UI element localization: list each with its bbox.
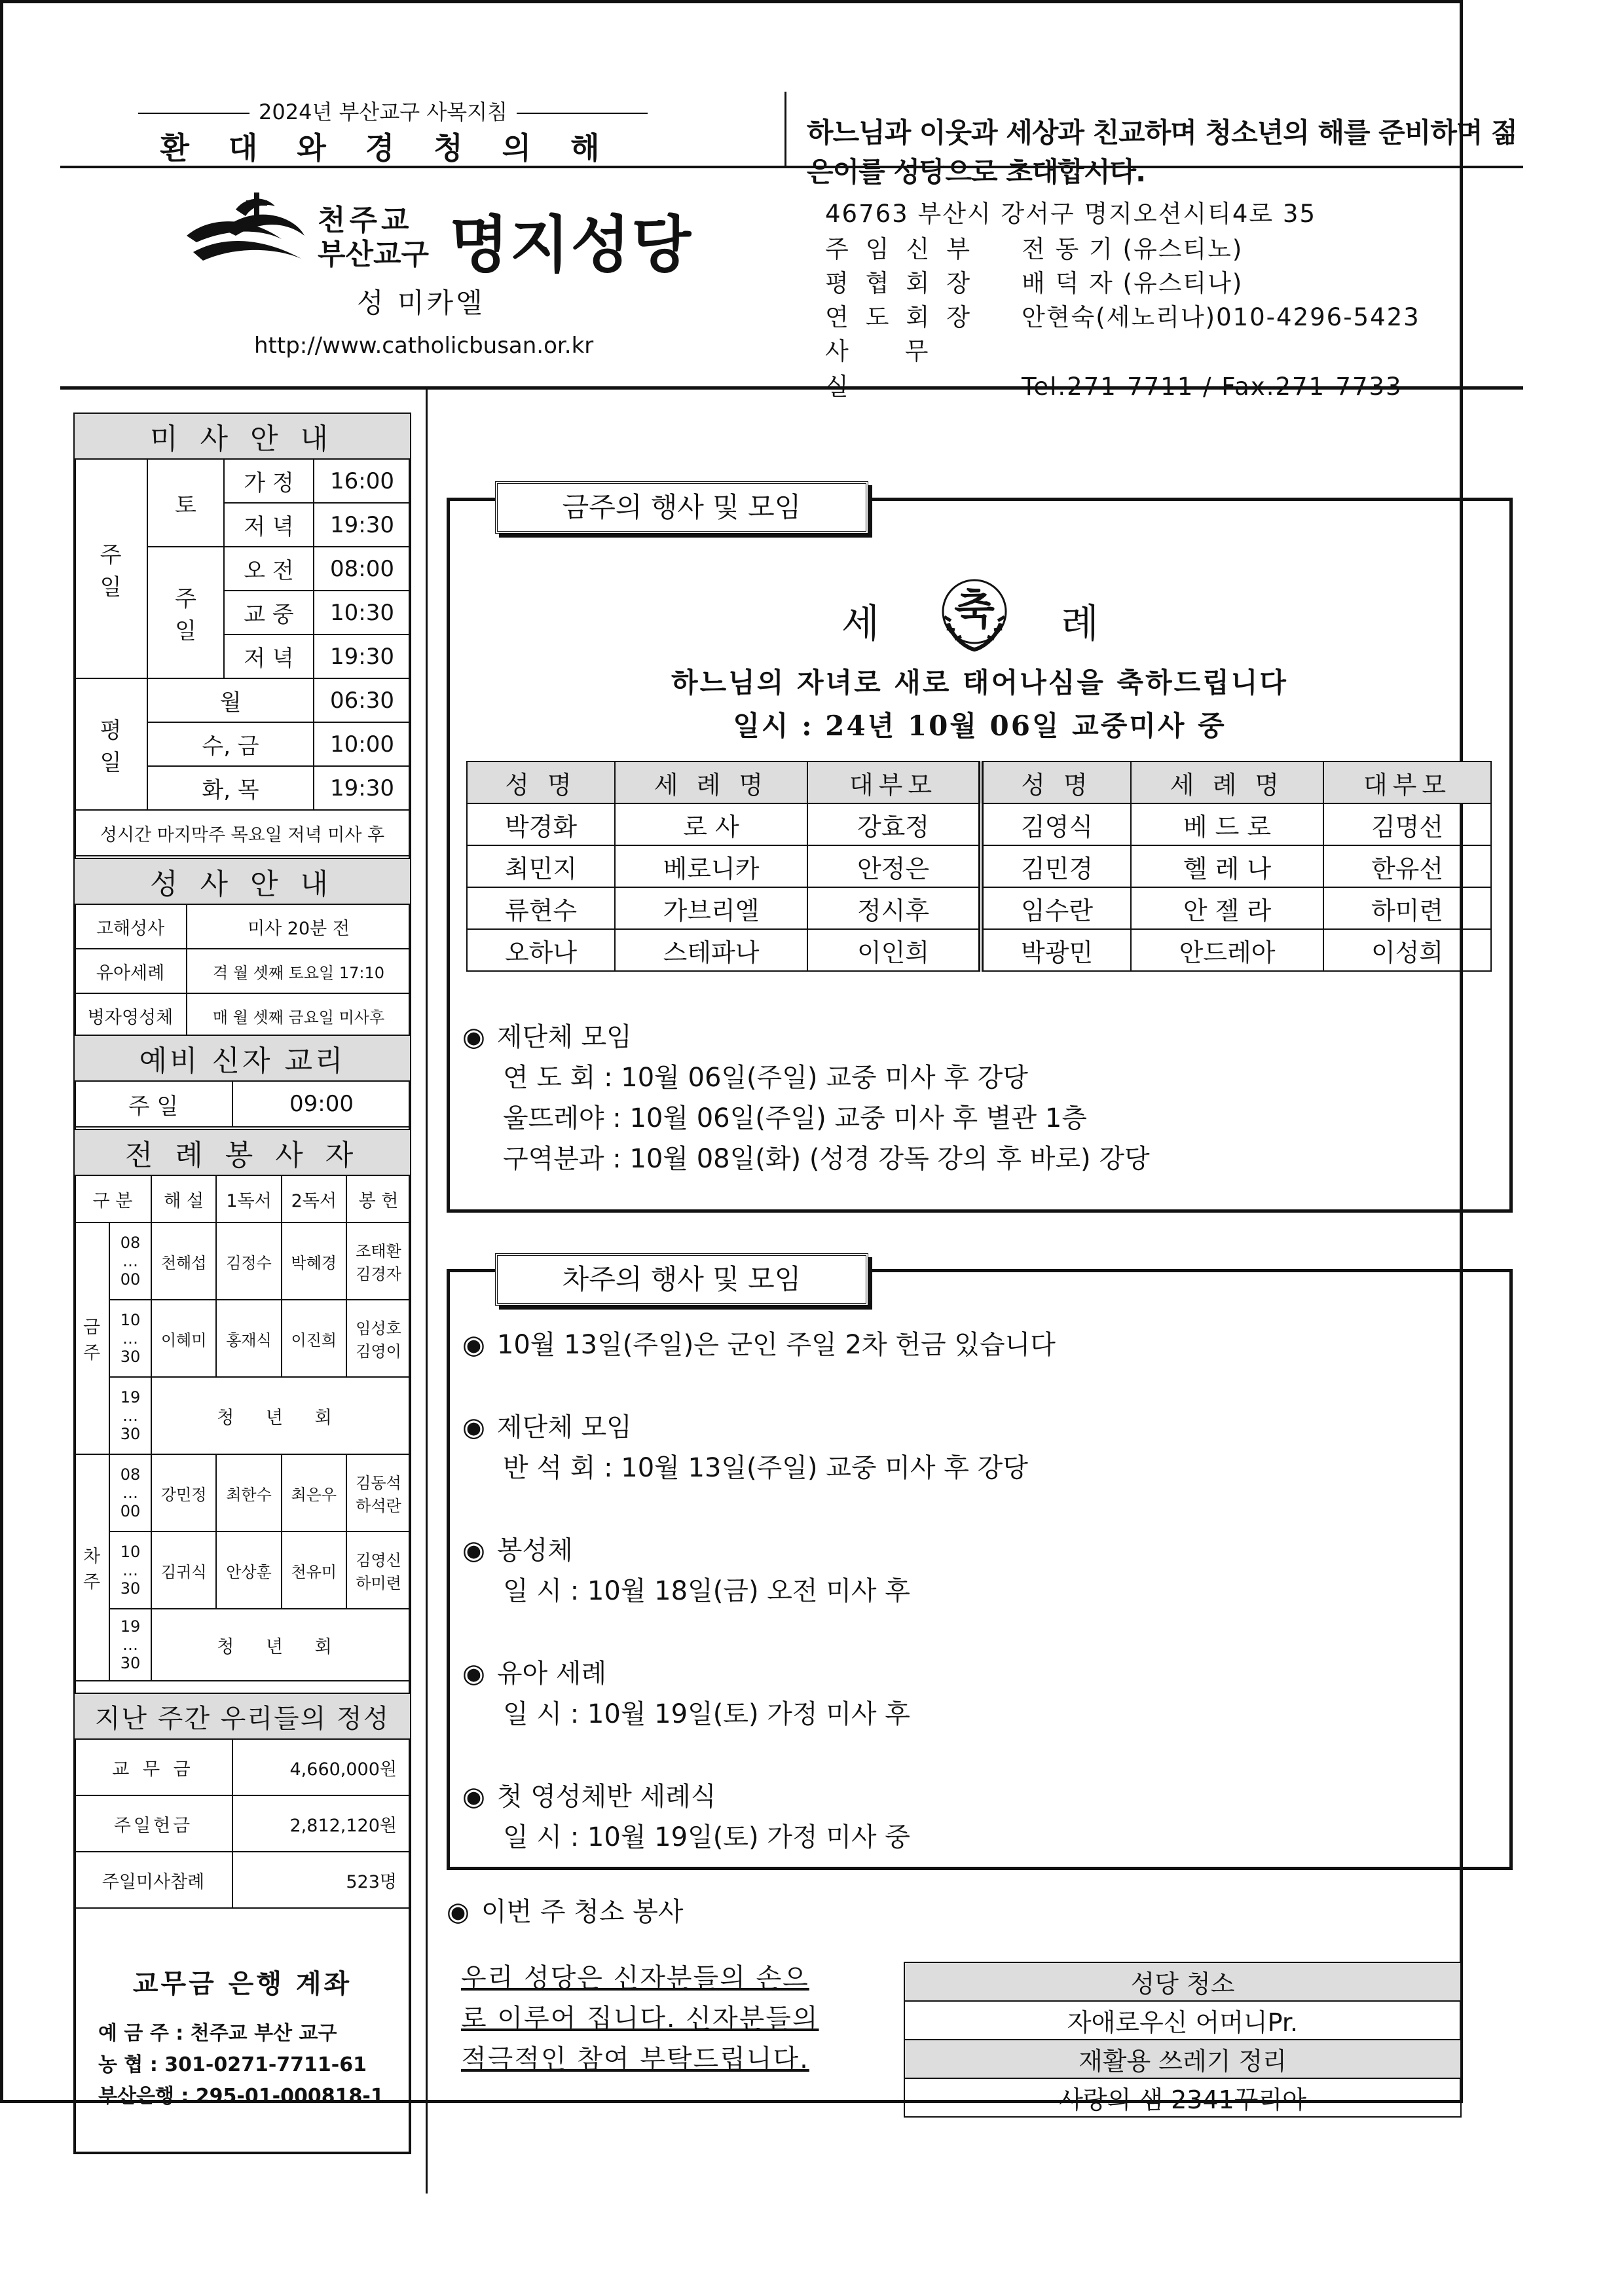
bap-cell: 박광민 — [981, 929, 1131, 971]
bank-title: 교무금 은행 계좌 — [132, 1969, 352, 1999]
mass-row-time: 08:00 — [314, 547, 411, 591]
bap-cell: 하미련 — [1323, 887, 1491, 929]
column-divider — [426, 388, 428, 2194]
cleaning-heading: ◉ 이번 주 청소 봉사 — [447, 1897, 684, 1927]
bullet-icon: ◉ — [462, 1659, 485, 1689]
cleaning-cell: 사랑의 샘 2341꾸리아 — [904, 2078, 1461, 2117]
minister-time: 08 … 00 — [109, 1222, 151, 1300]
bap-cell: 박경화 — [467, 803, 615, 845]
mass-sat-label: 토 — [147, 459, 224, 547]
cleaning-table — [904, 1962, 1462, 2118]
minister-time: 19 … 30 — [109, 1609, 151, 1681]
bullet-icon: ◉ — [462, 1330, 485, 1360]
bap-header: 성 명 — [981, 762, 1131, 803]
offering-table — [73, 1693, 411, 1909]
minister-reader2: 최은우 — [282, 1454, 346, 1532]
bap-header: 세 례 명 — [1131, 762, 1323, 803]
mass-row-label: 저 녁 — [224, 634, 314, 678]
cleaning-cell: 자애로우신 어머니Pr. — [904, 2001, 1461, 2040]
minister-offertory: 조태환 김경자 — [346, 1222, 411, 1300]
bank-holder: 예 금 주 : 천주교 부산 교구 — [98, 2022, 337, 2045]
mass-row-time: 19:30 — [314, 503, 411, 547]
cleaning-cell: 성당 청소 — [904, 1962, 1461, 2001]
sacrament-value: 미사 20분 전 — [187, 904, 411, 949]
minister-offertory: 임성호 김영이 — [346, 1300, 411, 1377]
bap-header: 세 례 명 — [615, 762, 807, 803]
website-link[interactable]: http://www.catholicbusan.or.kr — [254, 333, 594, 359]
baptism-center: 축 — [954, 586, 995, 634]
offering-value: 523명 — [232, 1852, 411, 1908]
offering-label: 주일헌금 — [74, 1795, 232, 1852]
minister-reader2: 박혜경 — [282, 1222, 346, 1300]
logo-bottom-text: 부산교구 — [318, 238, 430, 271]
minister-time: 10 … 30 — [109, 1532, 151, 1609]
bap-cell: 안 젤 라 — [1131, 887, 1323, 929]
minister-reader1: 안상훈 — [216, 1532, 281, 1609]
cleaning-cell: 재활용 쓰레기 정리 — [904, 2040, 1461, 2078]
bap-cell: 베로니카 — [615, 845, 807, 887]
bap-cell: 안정은 — [807, 845, 981, 887]
group-heading: ◉ 제단체 모임 — [462, 1022, 632, 1052]
baptism-right: 례 — [1061, 601, 1099, 647]
bank-busan: 부산은행 : 295-01-000818-1 — [98, 2085, 384, 2108]
next-week-title: 차주의 행사 및 모임 — [495, 1253, 868, 1306]
congrats-line: 하느님의 자녀로 새로 태어나심을 축하드립니다 — [671, 667, 1288, 699]
mass-title: 미 사 안 내 — [74, 413, 411, 459]
baptism-left: 세 — [841, 601, 879, 647]
cleaning-note-2: 로 이루어 집니다. 신자분들의 — [461, 2004, 819, 2034]
parish-name: 명지성당 — [449, 210, 693, 281]
bap-cell: 류현수 — [467, 887, 615, 929]
mass-table — [73, 413, 411, 856]
minister-commentator: 강민정 — [151, 1454, 216, 1532]
group-item: 연 도 회 : 10월 06일(주일) 교중 미사 후 강당 — [503, 1063, 1028, 1093]
mass-week-time: 10:00 — [314, 722, 411, 766]
next-item-first-communion-text: 일 시 : 10월 19일(토) 가정 미사 중 — [503, 1822, 910, 1852]
ministers-title: 전 례 봉 사 자 — [74, 1129, 411, 1175]
bap-cell: 강효정 — [807, 803, 981, 845]
offering-title: 지난 주간 우리들의 정성 — [74, 1693, 411, 1739]
bap-cell: 오하나 — [467, 929, 615, 971]
adoration-note: 성시간 마지막주 목요일 저녁 미사 후 — [74, 810, 411, 856]
bap-cell: 임수란 — [981, 887, 1131, 929]
offering-value: 4,660,000원 — [232, 1739, 411, 1795]
next-item-communion-text: 일 시 : 10월 18일(금) 오전 미사 후 — [503, 1576, 910, 1606]
minister-reader1: 홍재식 — [216, 1300, 281, 1377]
patron: 성 미카엘 — [357, 287, 485, 319]
sacrament-table — [73, 858, 411, 1038]
minister-reader1: 최한수 — [216, 1454, 281, 1532]
bap-cell: 헬 레 나 — [1131, 845, 1323, 887]
next-week-label: 차주 — [74, 1454, 109, 1681]
catechism-title: 예비 신자 교리 — [74, 1035, 411, 1081]
bap-cell: 한유선 — [1323, 845, 1491, 887]
next-item-groups: ◉ 제단체 모임 — [462, 1412, 632, 1442]
slogan: 하느님과 이웃과 세상과 친교하며 청소년의 해를 준비하며 젊은이를 성당으로 초대합시다. — [807, 117, 1517, 188]
baptism-date: 일시 : 24년 10월 06일 교중미사 중 — [733, 710, 1227, 742]
bap-header: 성 명 — [467, 762, 615, 803]
bap-cell: 김민경 — [981, 845, 1131, 887]
bap-cell: 베 드 로 — [1131, 803, 1323, 845]
next-item-military: ◉ 10월 13일(주일)은 군인 주일 2차 헌금 있습니다 — [462, 1330, 1056, 1360]
mass-weekday-label: 평일 — [74, 678, 147, 810]
bap-header: 대부모 — [807, 762, 981, 803]
next-item-infant-text: 일 시 : 10월 19일(토) 가정 미사 후 — [503, 1699, 910, 1729]
bullet-icon: ◉ — [447, 1897, 470, 1927]
address: 46763 부산시 강서구 명지오션시티4로 35 — [825, 200, 1317, 228]
mass-row-time: 16:00 — [314, 459, 411, 503]
bullet-icon: ◉ — [462, 1535, 485, 1566]
minister-reader2: 천유미 — [282, 1532, 346, 1609]
diocese-logo-icon — [183, 190, 308, 275]
minister-header: 구 분 — [74, 1175, 151, 1222]
bank-nh: 농 협 : 301-0271-7711-61 — [98, 2053, 367, 2076]
minister-reader2: 이진희 — [282, 1300, 346, 1377]
bullet-icon: ◉ — [462, 1412, 485, 1442]
minister-offertory: 김영신 하미련 — [346, 1532, 411, 1609]
minister-youth: 청 년 회 — [151, 1377, 411, 1454]
minister-header: 봉 헌 — [346, 1175, 411, 1222]
bap-cell: 가브리엘 — [615, 887, 807, 929]
minister-commentator: 이혜미 — [151, 1300, 216, 1377]
mass-week-label: 월 — [147, 678, 314, 722]
catechism-table — [73, 1035, 411, 1128]
sacrament-label: 병자영성체 — [74, 993, 187, 1038]
cleaning-note-3: 적극적인 참여 부탁드립니다. — [461, 2044, 809, 2074]
mass-row-time: 10:30 — [314, 591, 411, 634]
offering-label: 교 무 금 — [74, 1739, 232, 1795]
mass-week-time: 19:30 — [314, 766, 411, 810]
sacrament-value: 매 월 셋째 금요일 미사후 — [187, 993, 411, 1038]
offering-label: 주일미사참례 — [74, 1852, 232, 1908]
this-week-title: 금주의 행사 및 모임 — [495, 481, 868, 534]
bullet-icon: ◉ — [462, 1782, 485, 1812]
minister-commentator: 천해섭 — [151, 1222, 216, 1300]
sacrament-title: 성 사 안 내 — [74, 858, 411, 904]
group-item: 울뜨레야 : 10월 06일(주일) 교중 미사 후 별관 1층 — [503, 1103, 1087, 1133]
mass-sun-label: 주일 — [147, 547, 224, 678]
minister-header: 2독서 — [282, 1175, 346, 1222]
minister-time: 19 … 30 — [109, 1377, 151, 1454]
next-item-groups-text: 반 석 회 : 10월 13일(주일) 교중 미사 후 강당 — [503, 1453, 1028, 1483]
minister-youth: 청 년 회 — [151, 1609, 411, 1681]
sacrament-value: 격 월 셋째 토요일 17:10 — [187, 949, 411, 993]
minister-reader1: 김정수 — [216, 1222, 281, 1300]
bap-cell: 정시후 — [807, 887, 981, 929]
council-line: 평협회장 배 덕 자 (유스티나) — [825, 269, 1244, 297]
sacrament-label: 고해성사 — [74, 904, 187, 949]
mass-row-time: 19:30 — [314, 634, 411, 678]
next-item-infant: ◉ 유아 세례 — [462, 1659, 607, 1689]
bullet-icon: ◉ — [462, 1022, 485, 1052]
minister-commentator: 김귀식 — [151, 1532, 216, 1609]
mass-row-label: 교 중 — [224, 591, 314, 634]
bap-header: 대부모 — [1323, 762, 1491, 803]
header-split — [784, 92, 786, 167]
mass-row-label: 가 정 — [224, 459, 314, 503]
mass-sunday-label: 주일 — [74, 459, 147, 678]
minister-header: 1독서 — [216, 1175, 281, 1222]
office-line: 사무실 Tel.271-7711 / Fax.271-7733 — [825, 337, 1403, 401]
minister-offertory: 김동석 하석란 — [346, 1454, 411, 1532]
year-line: 2024년 부산교구 사목지침 — [79, 96, 707, 126]
mass-row-label: 오 전 — [224, 547, 314, 591]
next-item-first-communion: ◉ 첫 영성체반 세례식 — [462, 1782, 716, 1812]
bap-cell: 스테파나 — [615, 929, 807, 971]
elder-line: 연도회장 안현숙(세노리나)010-4296-5423 — [825, 303, 1420, 331]
mass-week-time: 06:30 — [314, 678, 411, 722]
bap-cell: 김명선 — [1323, 803, 1491, 845]
offering-value: 2,812,120원 — [232, 1795, 411, 1852]
next-item-communion: ◉ 봉성체 — [462, 1535, 573, 1566]
sacrament-label: 유아세례 — [74, 949, 187, 993]
mass-week-label: 수, 금 — [147, 722, 314, 766]
ministers-table — [73, 1129, 411, 1681]
year-theme: 환대와경청의해 — [160, 130, 639, 166]
this-week-label: 금주 — [74, 1222, 109, 1454]
bap-cell: 로 사 — [615, 803, 807, 845]
mass-week-label: 화, 목 — [147, 766, 314, 810]
logo-top-text: 천주교 — [318, 204, 413, 237]
pastor-line: 주임신부 전 동 기 (유스티노) — [825, 235, 1244, 263]
minister-time: 10 … 30 — [109, 1300, 151, 1377]
mass-row-label: 저 녁 — [224, 503, 314, 547]
bap-cell: 이인희 — [807, 929, 981, 971]
catechism-day: 주 일 — [74, 1081, 232, 1127]
bap-cell: 이성희 — [1323, 929, 1491, 971]
bap-cell: 최민지 — [467, 845, 615, 887]
group-item: 구역분과 : 10월 08일(화) (성경 강독 강의 후 바로) 강당 — [503, 1144, 1150, 1174]
catechism-time: 09:00 — [232, 1081, 411, 1127]
minister-time: 08 … 00 — [109, 1454, 151, 1532]
minister-header: 해 설 — [151, 1175, 216, 1222]
cleaning-note-1: 우리 성당은 신자분들의 손으 — [461, 1963, 809, 1993]
bap-cell: 김영식 — [981, 803, 1131, 845]
bap-cell: 안드레아 — [1131, 929, 1323, 971]
baptism-table — [466, 761, 1492, 972]
